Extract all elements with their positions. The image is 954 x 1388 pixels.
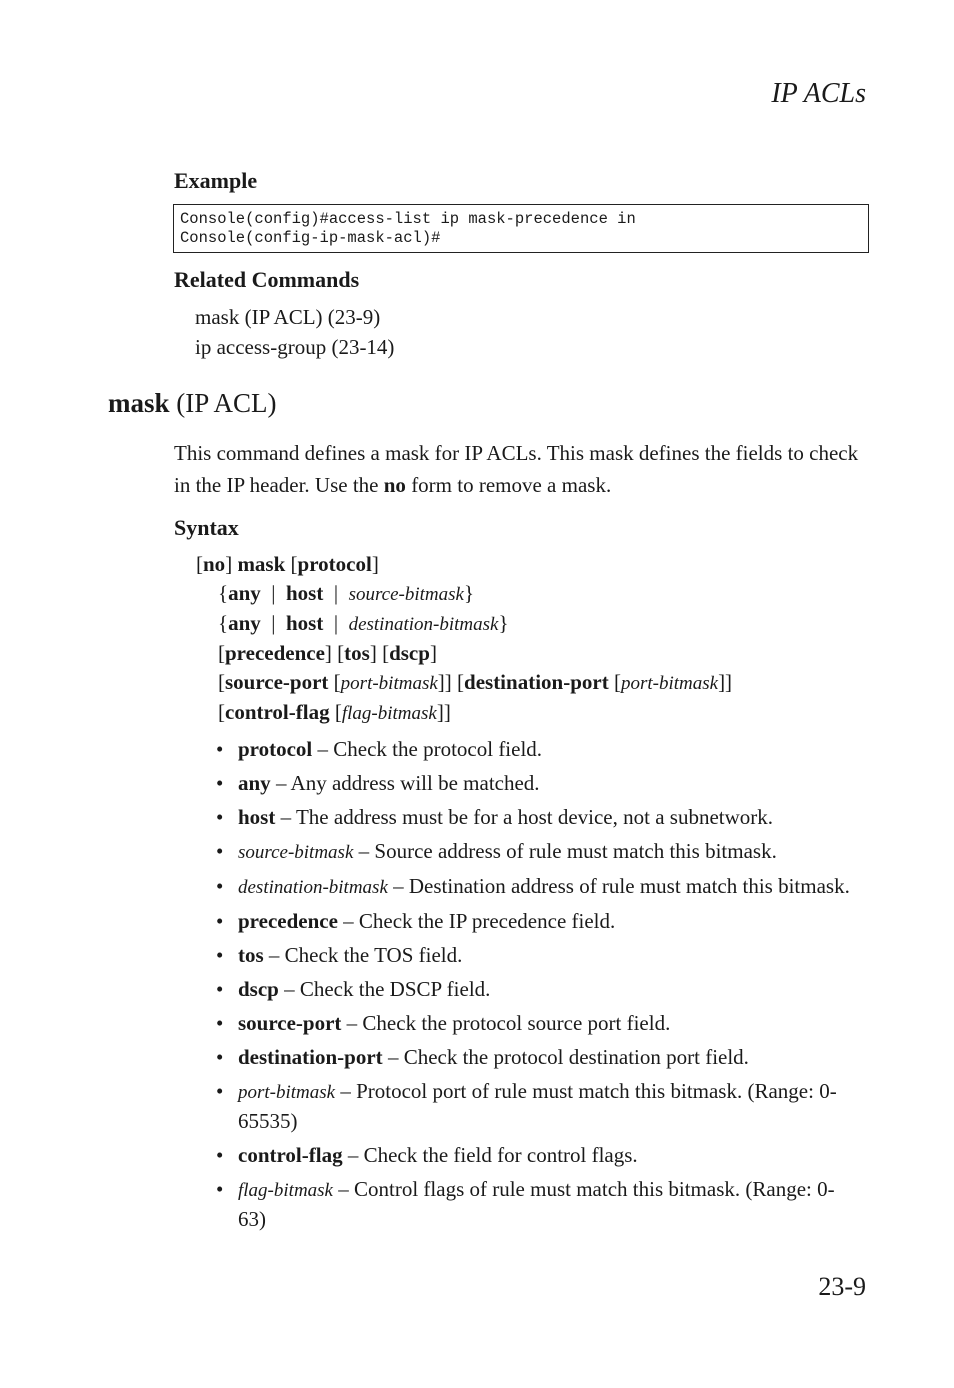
syntax-line: [no] mask [protocol] xyxy=(196,552,379,576)
code-example xyxy=(173,204,869,253)
syntax-line: {any | host | destination-bitmask} xyxy=(218,611,509,635)
page-number: 23-9 xyxy=(818,1272,866,1301)
description-text: This command defines a mask for IP ACLs. This mask defines the fields to check in the IP header. Use the xyxy=(174,441,859,497)
code-line: Console(config)#access-list ip mask-precedence in xyxy=(180,210,636,228)
running-header: IP ACLs xyxy=(771,78,866,109)
syntax-line: [precedence] [tos] [dscp] xyxy=(218,641,437,665)
parameter-list xyxy=(216,735,856,1239)
related-commands-list xyxy=(195,302,394,362)
parameter-item: • control-flag – Check the field for control flags. xyxy=(216,1141,856,1170)
parameter-item: • protocol – Check the protocol field. xyxy=(216,735,856,764)
parameter-item: • any – Any address will be matched. xyxy=(216,769,856,798)
section-description xyxy=(174,437,874,501)
parameter-item: • tos – Check the TOS field. xyxy=(216,941,856,970)
syntax-block xyxy=(196,550,732,728)
syntax-line: {any | host | source-bitmask} xyxy=(218,581,475,605)
parameter-item: • dscp – Check the DSCP field. xyxy=(216,975,856,1004)
code-line: Console(config-ip-mask-acl)# xyxy=(180,229,441,247)
syntax-heading: Syntax xyxy=(174,515,239,540)
parameter-item: • precedence – Check the IP precedence field. xyxy=(216,907,856,936)
parameter-item: • destination-port – Check the protocol destination port field. xyxy=(216,1043,856,1072)
section-title xyxy=(108,388,277,419)
description-keyword: no xyxy=(383,473,406,497)
description-text: form to remove a mask. xyxy=(405,473,612,497)
command-qualifier: (IP ACL) xyxy=(169,388,277,418)
parameter-item: • flag-bitmask – Control flags of rule must match this bitmask. (Range: 0-63) xyxy=(216,1175,856,1234)
parameter-item: • destination-bitmask – Destination address of rule must match this bitmask. xyxy=(216,872,856,902)
parameter-item: • host – The address must be for a host device, not a subnetwork. xyxy=(216,803,856,832)
related-commands-heading: Related Commands xyxy=(174,267,360,292)
related-command-item: mask (IP ACL) (23-9) xyxy=(195,305,381,329)
syntax-line: [source-port [port-bitmask]] [destination-port [port-bitmask]] xyxy=(218,670,733,694)
command-name: mask xyxy=(108,388,170,418)
syntax-line: [control-flag [flag-bitmask]] xyxy=(218,700,451,724)
related-command-item: ip access-group (23-14) xyxy=(195,335,395,359)
parameter-item: • source-bitmask – Source address of rule must match this bitmask. xyxy=(216,837,856,867)
parameter-item: • port-bitmask – Protocol port of rule must match this bitmask. (Range: 0-65535) xyxy=(216,1077,856,1136)
parameter-item: • source-port – Check the protocol source port field. xyxy=(216,1009,856,1038)
example-heading: Example xyxy=(174,168,258,193)
